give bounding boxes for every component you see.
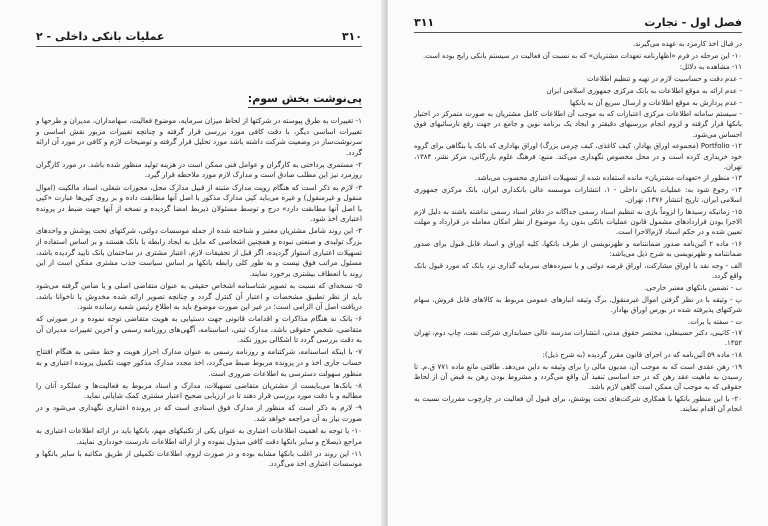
footnote-paragraph: ۸- بانک‌ها می‌بایست از مشتریان متقاضی تسهیلات، مدارک و اسناد مربوط به فعالیت‌ها و عملکرد آنان را مطالبه و با دقت مورد بررسی قرار دهند تا در ارزیابی صحیح اعتبار مشتری کمک شایانی نماید. bbox=[36, 380, 362, 401]
left-running-header bbox=[36, 30, 362, 47]
footnote-paragraph: ۱۱- مشاهده به دلائل: bbox=[679, 63, 742, 72]
footnote-paragraph: ۵- نسخه‌ای که نسبت به تصویر شناسنامه اشخاص حقیقی به عنوان متقاضی اصلی و یا ضامن گرفته می‌شود باید از نظر تطبیق مشخصات و اعتبار آن کنترل گردد و چنانچه تصویر ارائه شده مخدوش یا ناخوانا باشد، دریافت اصل آن الزامی است؛ در غیر این صورت موضوع باید به اطلاع رئیس شعبه رسانده شود. bbox=[36, 280, 362, 312]
footnote-paragraph: ۱۹- رهن عقدی است که به موجب آن، مدیون مالی را برای وثیقه به داین می‌دهد. طاقتی مانع ماده ۷۷۱ ق.م. تا رسیدن به ماهیت عقد رهن که در حد اساسی تنفیذ آن واقع می‌گردد و مشروط بودن رهن به قبض آن از لحاظ حقوقی که به موجب آن ممکن است گاهی لازم باشد. bbox=[414, 362, 743, 392]
footnote-paragraph: ۷- با اینکه اساسنامه، شرکتنامه و روزنامه رسمی به عنوان مدارک احراز هویت و خط مشی به هنگام افتتاح حساب جاری اخذ و در پرونده مربوط ضبط می‌گردد، اخذ مجدد مدارک مذکور جهت تکمیل پرونده اعتباری و به منظور سهولت دسترسی به اطلاعات ضروری است. bbox=[36, 347, 362, 378]
right-running-header bbox=[414, 16, 742, 33]
footnote-paragraph: ۹- لازم به ذکر است که منظور از مدارک فوق اسنادی است که در پرونده اعتباری نگهداری می‌شود و در صورت نیاز به آن مراجعه خواهد شد. bbox=[36, 403, 362, 424]
footnote-paragraph: ۳- لازم به ذکر است که هنگام رویت مدارک مثبته از قبیل مدارک محل، مجوزات شغلی، اسناد مالکیت (اموال منقول و غیرمنقول) و غیره می‌باید کپی مدارک مذکور با اصل آنها مطابقت داده و بر روی کپی‌ها عبارت «کپی با اصل آنها مطابقت دارد» درج و توسط مسئولان ذیربط امضا گردیده و نسخه از آنها جهت ضبط در پرونده اعتباری اخذ شود. bbox=[36, 182, 362, 224]
footnote-paragraph: - عدم ارائه به موقع اطلاعات به بانک مرکزی جمهوری اسلامی ایران bbox=[546, 86, 742, 95]
footnote-paragraph: ۱۲- Portfolio (مجموعه اوراق بهادار، کیف کاغذی، کیف چرمی بزرگ) اوراق بهاداری که بانک یا بنگاهی برای گروه خود خریداری کرده است و در محل مخصوص نگهداری می‌کند. منبع: فرهنگ علوم بازرگانی، مرکز نشر، ۱۳۸۴، تهران. bbox=[414, 142, 742, 171]
footnote-paragraph: ۲- مستمری پرداختی به کارگران و عوامل فنی ممکن است در هزینه تولید منظور شده باشد. در مورد کارگران روزمزد نیز این مطلب صادق است و مدارک لازم مورد ملاحظه قرار گیرد. bbox=[36, 159, 362, 180]
footnote-paragraph: ۱۰- با توجه به اهمیت اطلاعات اعتباری به عنوان یکی از تکنیکهای مهم، بانکها باید در ارائه اطلاعات اعتباری به مراجع ذیصلاح و سایر بانکها دقت کافی مبذول نموده و از ارائه اطلاعات نادرست خودداری نمایند. bbox=[36, 426, 362, 446]
footnote-paragraph: پ - وثیقه با در نظر گرفتن اموال غیرمنقول، برگ وثیقه انبارهای عمومی مربوط به کالاهای قابل فروش، سهام شرکتهای پذیرفته شده در بورس اوراق بهادار. bbox=[414, 295, 742, 314]
footnote-paragraph: ۲۰- با این منظور بانکها با همکاری شرکت‌های تحت پوشش، برای قبول آن فعالیت در چارچوب مقررات نسبت به انجام آن اقدام نمایند. bbox=[414, 395, 742, 414]
footnote-paragraph: - عدم دقت و حساسیت لازم در تهیه و تنظیم اطلاعات bbox=[586, 75, 742, 84]
footnote-paragraph: - سیستم سامانه اطلاعات مرکزی اعتبارات که به موجب آن اطلاعات کامل مشتریان به صورت متمرکز در اختیار بانکها قرار گرفته و لزوم انجام بررسیهای دقیقتر و ایجاد یک برنامه نوین و جامع در جهت رفع نارسائیهای فوق احساس می‌شود. bbox=[414, 110, 742, 139]
footnote-paragraph: ۴- این روند شامل مشتریان معتبر و شناخته شده از جمله موسسات دولتی، شرکتهای تحت پوشش و واحدهای بزرگ تولیدی و صنعتی نبوده و همچنین اشخاصی که مایل به ایجاد رابطه با بانک هستند و بر اساس استفاده از تسهیلات اعتباری استوار گردیده، اگر قبل از تحقیقات لازم، اعتبار مشتری در ساختمان بانک تایید گردیده باشد، مسئول مراتب فوق نیست و به طور کلی رابطه بانکها بر اساس سیاست جذب مشتری ممکن است از این روند با انعطاف بیشتری برخورد نمایند. bbox=[36, 226, 362, 278]
footnote-paragraph: ۱۵- زمانیکه رسیدها را لزوماً بازی به تنظیم اسناد رسمی جداگانه در دفاتر اسناد رسمی نداشته باشند به دلیل لازم الاجرا بودن قراردادهای مشمول قانون عملیات بانکی بدون ربا، موضوع از نظر امکان معامله در قرارداد و مهلت تعیین شده و در حکم اسناد لازم‌الاجرا است. bbox=[414, 208, 742, 237]
left-page-body bbox=[36, 116, 362, 470]
right-page-number: ۳۱۱ bbox=[414, 16, 435, 29]
footnote-paragraph: الف - وجه نقد یا اوراق مشارکت، اوراق قرضه دولتی و یا سپرده‌های سرمایه گذاری نزد بانک که مورد قبول بانک واقع گردد. bbox=[414, 262, 742, 281]
footnote-paragraph: در قبال اخذ کارمزد به عهده می‌گیرند. bbox=[632, 40, 742, 48]
footnote-paragraph: ۱۳- منظور از «تعهدات مشتریان» مانده استفاده شده از تسهیلات اعتباری محسوب می‌باشد. bbox=[474, 174, 742, 183]
footnote-paragraph: ۱۷- کاتینی، دکتر حسینعلی، مختصر حقوق مدنی، انتشارات مدرسه عالی حسابداری شرکت نفت، چاپ دوم، تهران ۱۳۵۲. bbox=[414, 329, 742, 348]
left-page-number: ۳۱۰ bbox=[341, 30, 362, 43]
footnote-paragraph: ب - تضمین بانکهای معتبر خارجی. bbox=[644, 283, 742, 292]
footnote-paragraph: ۱۴- رجوع شود به: عملیات بانکی داخلی - ۱، انتشارات موسسه عالی بانکداری ایران، بانک مرکزی جمهوری اسلامی ایران، تاریخ انتشار ۱۳۷۶، تهران. bbox=[414, 186, 742, 205]
footnote-paragraph: ۱- تغییرات به طرق پیوسته در شرکتها از لحاظ میزان سرمایه، موضوع فعالیت، سهامداران، مدیران و طرحها و تغییرات اساسی دیگر، با دقت کافی مورد بررسی قرار گرفته و چنانچه تغییرات مزبور نقش اساسی و سرنوشت‌ساز در وضعیت شرکت داشته باشد مورد تحلیل قرار گرفته و توضیحات لازم و کافی در مورد آن ارائه گردد. bbox=[36, 116, 362, 157]
footnote-paragraph: - عدم پردازش به موقع اطلاعات و ارسال سریع آن به بانکها bbox=[570, 98, 742, 107]
footnote-paragraph: ۶- بانک نه هنگام مذاکرات و اقدامات قانونی جهت دستیابی به هویت متقاضی توجه نموده و در صورتی که متقاضی، شخص حقوقی باشد، مدارک ثبتی، اساسنامه، آگهی‌های روزنامه رسمی و آخرین تغییرات مدیران آن به دقت بررسی گردد تا اشکالی بروز نکند. bbox=[36, 314, 362, 345]
footnote-paragraph: ۱۰- این مرحله در فرم «اظهارنامه تعهدات مشتریان» که به نسبت آن فعالیت در سیستم بانکی رایج بوده است. bbox=[422, 51, 742, 60]
right-page-body bbox=[414, 39, 742, 414]
footnote-paragraph: ت - سفته یا برات. bbox=[688, 317, 742, 326]
left-section-title: پی‌نوشت بخش سوم: bbox=[248, 92, 362, 108]
footnote-paragraph: ۱۱- این روند در اغلب بانکها مشابه بوده و در صورت لزوم، اطلاعات تکمیلی از طریق مکاتبه با سایر بانکها و موسسات اعتباری اخذ می‌گردد. bbox=[36, 448, 362, 469]
right-header-title: فصل اول - تجارت bbox=[644, 16, 742, 29]
left-header-title: عملیات بانکی داخلی - ۲ bbox=[36, 30, 165, 43]
footnote-paragraph: ۱۶- ماده ۲ آئین‌نامه صدور ضمانتنامه و ظهرنویسی از طرف بانکها، کلیه اوراق و اسناد قابل قبول برای صدور ضمانتنامه و ظهرنویسی به شرح ذیل می‌باشد: bbox=[414, 240, 742, 259]
right-page bbox=[388, 0, 768, 526]
footnote-paragraph: ۱۸- ماده ۵۹ آئین‌نامه که در اجرای قانون مقرر گردیده (به شرح ذیل): bbox=[542, 351, 742, 360]
